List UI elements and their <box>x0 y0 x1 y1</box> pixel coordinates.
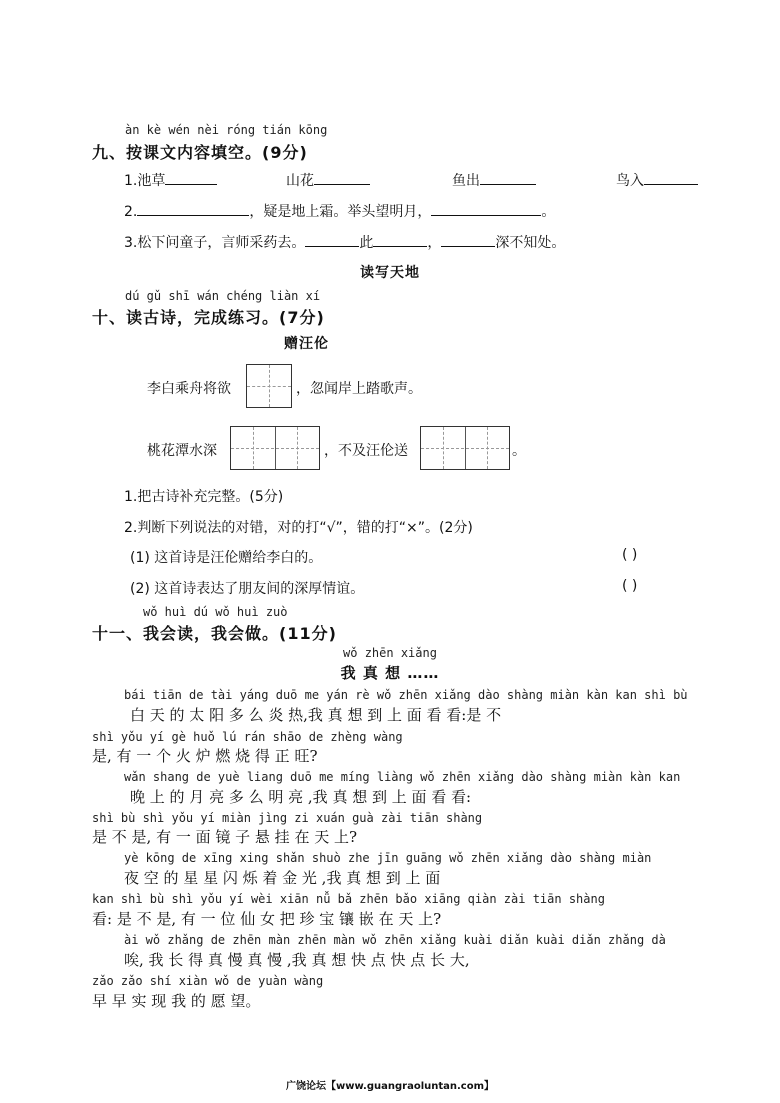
q9-line1-item2: 山花 <box>286 173 314 189</box>
answer-blank[interactable] <box>373 232 427 247</box>
q9-line3-a: 此 <box>359 235 374 251</box>
grid-divider <box>275 427 276 469</box>
q10-task1: 1.把古诗补充完整。(5分) <box>124 489 284 505</box>
q9-line3-b: ， <box>427 235 442 251</box>
q9-line1-b <box>286 170 370 190</box>
story-hanzi-5: 夜 空 的 星 星 闪 烁 着 金 光 ,我 真 想 到 上 面 <box>124 869 441 887</box>
q9-line1-item4: 鸟入 <box>616 173 644 189</box>
judge-answer-1[interactable]: ( ) <box>622 547 638 563</box>
answer-blank[interactable] <box>305 232 359 247</box>
story-hanzi-7: 唉, 我 长 得 真 慢 真 慢 ,我 真 想 快 点 快 点 长 大, <box>124 951 470 969</box>
q11-pinyin: wǒ huì dú wǒ huì zuò <box>143 605 288 619</box>
q10-task2: 2.判断下列说法的对错，对的打“√”，错的打“×”。(2分) <box>124 520 473 536</box>
story-pinyin-5: yè kōng de xīng xing shǎn shuò zhe jīn guāng wǒ zhēn xiǎng dào shàng miàn <box>124 851 652 865</box>
answer-blank[interactable] <box>644 170 698 185</box>
grid-divider <box>465 427 466 469</box>
story-pinyin-3: wǎn shang de yuè liang duō me míng liàng wǒ zhēn xiǎng dào shàng miàn kàn kan <box>124 770 681 784</box>
answer-blank[interactable] <box>441 232 495 247</box>
q9-line1-item3: 鱼出 <box>452 173 480 189</box>
q9-line1-c <box>452 170 536 190</box>
story-hanzi-8: 早 早 实 现 我 的 愿 望。 <box>92 992 261 1010</box>
story-pinyin-6: kan shì bù shì yǒu yí wèi xiān nǚ bǎ zhēn bǎo xiāng qiàn zài tiān shàng <box>92 892 605 906</box>
grid-guide <box>487 427 488 469</box>
poem-title: 赠汪伦 <box>284 336 329 352</box>
grid-guide <box>297 427 298 469</box>
answer-blank[interactable] <box>480 170 536 185</box>
story-title: 我 真 想 …… <box>340 664 440 682</box>
q9-pinyin: àn kè wén nèi róng tián kōng <box>125 123 328 137</box>
answer-grid-2[interactable] <box>230 426 320 470</box>
q9-line1-d <box>616 170 698 190</box>
poem-line1-text: 李白乘舟将欲 <box>147 381 231 397</box>
q9-line3-c: 深不知处。 <box>495 235 566 251</box>
story-hanzi-4: 是 不 是, 有 一 面 镜 子 悬 挂 在 天 上? <box>92 828 358 846</box>
q9-line1 <box>124 170 217 190</box>
story-hanzi-2: 是, 有 一 个 火 炉 燃 烧 得 正 旺? <box>92 747 318 765</box>
judge-item-2: (2) 这首诗表达了朋友间的深厚情谊。 <box>130 581 365 597</box>
story-pinyin-8: zǎo zǎo shí xiàn wǒ de yuàn wàng <box>92 974 324 988</box>
story-pinyin-1: bái tiān de tài yáng duō me yán rè wǒ zhēn xiǎng dào shàng miàn kàn kan shì bù <box>124 688 688 702</box>
section-title: 读写天地 <box>360 265 420 281</box>
poem-line2-mid: ，不及汪伦送 <box>324 443 408 459</box>
answer-blank[interactable] <box>314 170 370 185</box>
story-pinyin-2: shì yǒu yí gè huǒ lú rán shāo de zhèng wàng <box>92 730 403 744</box>
answer-blank[interactable] <box>431 201 541 216</box>
answer-grid-1[interactable] <box>246 364 292 408</box>
story-pinyin-4: shì bù shì yǒu yí miàn jìng zi xuán guà zài tiān shàng <box>92 811 483 825</box>
q9-line2-mid: ，疑是地上霜。举头望明月， <box>249 204 432 220</box>
grid-guide <box>443 427 444 469</box>
q9-line3 <box>124 232 565 252</box>
story-hanzi-6: 看: 是 不 是, 有 一 位 仙 女 把 珍 宝 镶 嵌 在 天 上? <box>92 910 442 928</box>
q9-line2-prefix: 2. <box>124 204 138 220</box>
answer-blank[interactable] <box>165 170 217 185</box>
q9-line3-prefix: 3.松下问童子，言师采药去。 <box>124 235 306 251</box>
judge-answer-2[interactable]: ( ) <box>622 578 638 594</box>
story-title-pinyin: wǒ zhēn xiǎng <box>343 646 437 660</box>
story-pinyin-7: ài wǒ zhǎng de zhēn màn zhēn màn wǒ zhēn xiǎng kuài diǎn kuài diǎn zhǎng dà <box>124 933 666 947</box>
grid-guide <box>269 365 270 407</box>
q10-pinyin: dú gǔ shī wán chéng liàn xí <box>125 289 321 303</box>
page-footer: 广饶论坛【www.guangraoluntan.com】 <box>285 1081 495 1092</box>
poem-line2-end: 。 <box>512 443 526 459</box>
q10-heading: 十、读古诗，完成练习。(7分) <box>92 308 325 327</box>
judge-item-1: (1) 这首诗是汪伦赠给李白的。 <box>130 550 323 566</box>
q11-heading: 十一、我会读，我会做。(11分) <box>92 624 337 643</box>
poem-line2-text: 桃花潭水深 <box>147 443 217 459</box>
q9-line2 <box>124 201 555 221</box>
q9-heading: 九、按课文内容填空。(9分) <box>92 143 308 162</box>
poem-line1-after: ，忽闻岸上踏歌声。 <box>296 381 422 397</box>
grid-guide <box>253 427 254 469</box>
story-hanzi-1: 白 天 的 太 阳 多 么 炎 热,我 真 想 到 上 面 看 看:是 不 <box>130 706 502 724</box>
q9-line1-item1: 1.池草 <box>124 173 166 189</box>
answer-grid-3[interactable] <box>420 426 510 470</box>
q9-line2-end: 。 <box>541 204 556 220</box>
answer-blank[interactable] <box>137 201 249 216</box>
story-hanzi-3: 晚 上 的 月 亮 多 么 明 亮 ,我 真 想 到 上 面 看 看: <box>130 788 472 806</box>
